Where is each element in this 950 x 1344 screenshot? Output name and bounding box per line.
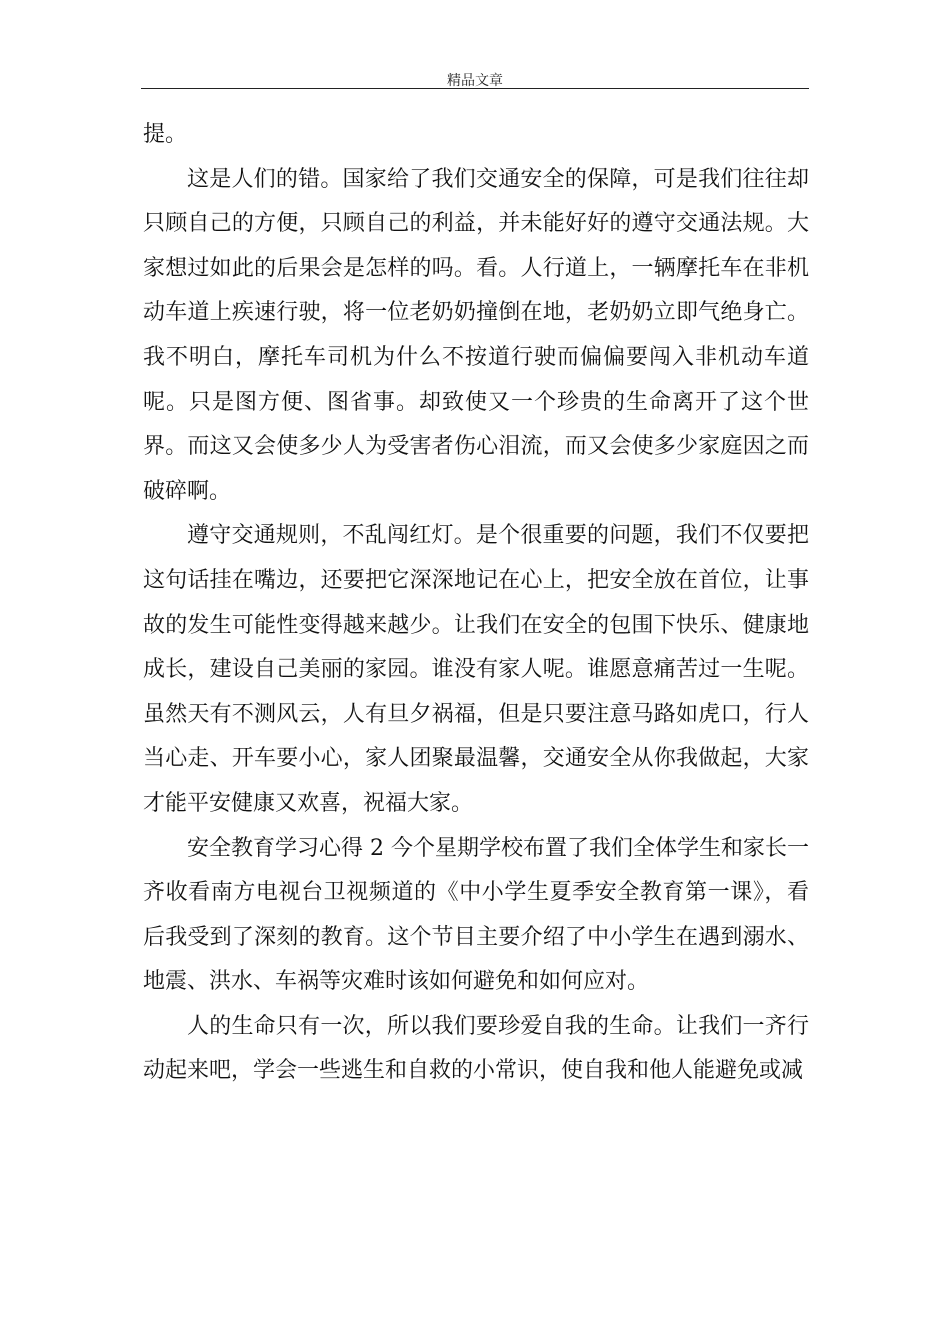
paragraph: 人的生命只有一次，所以我们要珍爱自我的生命。让我们一齐行动起来吧，学会一些逃生和自救的小常识，使自我和他人能避免或减 [143,1013,809,1084]
paragraph: 这是人们的错。国家给了我们交通安全的保障，可是我们往往却只顾自己的方便，只顾自己的利益，并未能好好的遵守交通法规。大家想过如此的后果会是怎样的吗。看。人行道上，一辆摩托车在非机动车道上疾速行驶，将一位老奶奶撞倒在地，老奶奶立即气绝身亡。我不明白，摩托车司机为什么不按道行驶而偏偏要闯入非机动车道呢。只是图方便、图省事。却致使又一个珍贵的生命离开了这个世界。而这又会使多少人为受害者伤心泪流，而又会使多少家庭因之而破碎啊。 [143,166,809,504]
header-title: 精品文章 [447,73,503,89]
paragraph: 安全教育学习心得 2 今个星期学校布置了我们全体学生和家长一齐收看南方电视台卫视频道的《中小学生夏季安全教育第一课》，看后我受到了深刻的教育。这个节目主要介绍了中小学生在遇到溺水、地震、洪水、车祸等灾难时该如何避免和如何应对。 [143,835,809,995]
paragraph: 遵守交通规则，不乱闯红灯。是个很重要的问题，我们不仅要把这句话挂在嘴边，还要把它深深地记在心上，把安全放在首位，让事故的发生可能性变得越来越少。让我们在安全的包围下快乐、健康地成长，建设自己美丽的家园。谁没有家人呢。谁愿意痛苦过一生呢。虽然天有不测风云，人有旦夕祸福，但是只要注意马路如虎口，行人当心走、开车要小心，家人团聚最温馨，交通安全从你我做起，大家才能平安健康又欢喜，祝福大家。 [143,523,809,816]
article-body [143,113,809,1094]
page-header [141,60,809,89]
paragraph: 提。 [143,122,188,147]
